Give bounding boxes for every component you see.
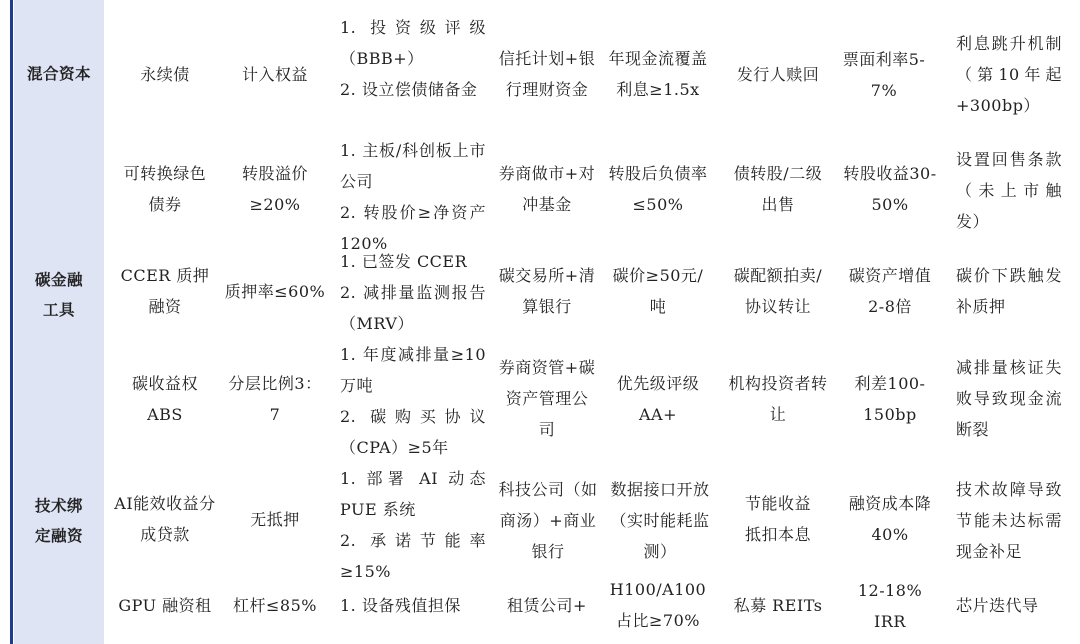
exit-cell <box>718 368 838 430</box>
special-text: 技术故障导致节能未达标需现金补足 <box>956 479 1062 561</box>
return-text: 12-18% IRR <box>857 580 923 631</box>
special-cell <box>956 590 1062 621</box>
return-text: 转股收益30-50% <box>843 164 937 214</box>
category-label: 技术绑定融资 <box>34 497 83 545</box>
investors-text: 科技公司（如商汤）+商业银行 <box>498 479 598 561</box>
conditions-cell <box>340 339 486 463</box>
special-cell <box>956 144 1062 236</box>
product-cell <box>110 260 220 322</box>
feature-text: 无抵押 <box>250 509 300 529</box>
return-cell <box>842 580 938 631</box>
table-left-border <box>10 0 13 644</box>
feature-text: 转股溢价≥20% <box>241 164 308 214</box>
category-label: 混合资本 <box>26 64 91 83</box>
risk-control-text: 碳价≥50元/吨 <box>612 266 704 316</box>
investors-text: 碳交易所+清算银行 <box>498 266 596 316</box>
investors-text: 租赁公司+ <box>507 596 587 615</box>
exit-cell <box>718 260 838 322</box>
risk-control-cell <box>608 368 708 430</box>
risk-control-text: H100/A100占比≥70% <box>609 580 707 630</box>
exit-text: 发行人赎回 <box>736 64 820 84</box>
product-name: AI能效收益分成贷款 <box>114 494 216 544</box>
investors-cell <box>498 260 596 322</box>
feature-cell <box>220 488 330 550</box>
return-text: 融资成本降40% <box>848 494 932 544</box>
return-cell <box>842 44 926 106</box>
product-name: CCER 质押融资 <box>120 266 210 316</box>
condition-item: 2. 碳购买协议（CPA）≥5年 <box>340 407 486 457</box>
conditions-cell <box>340 463 486 587</box>
feature-cell <box>220 260 330 322</box>
special-cell <box>956 28 1062 120</box>
investors-cell <box>498 158 596 220</box>
condition-item: 1. 主板/科创板上市公司 <box>340 141 486 191</box>
condition-item: 2. 设立偿债储备金 <box>340 80 478 99</box>
condition-item: 2. 转股价≥净资产120% <box>340 203 486 253</box>
exit-cell <box>718 590 838 621</box>
product-name: 碳收益权ABS <box>132 374 199 424</box>
feature-text: 分层比例3：7 <box>228 374 322 424</box>
conditions-cell <box>340 590 486 621</box>
return-cell <box>842 158 938 220</box>
feature-cell <box>220 0 330 148</box>
condition-item: 1. 年度减排量≥10万吨 <box>340 345 486 395</box>
special-text: 利息跳升机制（第10年起+300bp） <box>956 33 1062 115</box>
exit-cell <box>718 158 838 220</box>
condition-item: 1. 部署 AI 动态 PUE 系统 <box>340 469 486 519</box>
risk-control-cell <box>608 28 708 120</box>
special-cell <box>956 458 1062 582</box>
return-cell <box>842 260 938 322</box>
category-carbon-finance <box>14 262 104 328</box>
conditions-cell <box>340 135 486 259</box>
product-cell <box>110 368 220 430</box>
return-cell <box>842 368 938 430</box>
product-cell <box>110 488 220 550</box>
conditions-cell <box>340 246 486 339</box>
feature-cell <box>220 158 330 220</box>
product-name: 永续债 <box>140 64 190 84</box>
feature-cell <box>220 368 330 430</box>
return-text: 票面利率5-7% <box>842 50 926 100</box>
condition-item: 1. 已签发 CCER <box>340 252 468 271</box>
feature-text: 计入权益 <box>241 64 308 84</box>
return-text: 碳资产增值2-8倍 <box>848 266 932 316</box>
investors-text: 券商资管+碳资产管理公司 <box>498 357 596 439</box>
category-hybrid-capital <box>14 52 104 96</box>
risk-control-cell <box>608 474 712 566</box>
risk-control-cell <box>608 158 708 220</box>
condition-item: 1. 投资级评级（BBB+） <box>340 18 486 68</box>
risk-control-cell <box>608 260 708 322</box>
special-text: 减排量核证失败导致现金流断裂 <box>956 357 1062 439</box>
category-label: 碳金融工具 <box>34 271 83 319</box>
investors-cell <box>496 474 600 566</box>
risk-control-cell <box>608 574 708 636</box>
risk-control-text: 年现金流覆盖利息≥1.5x <box>608 49 708 99</box>
risk-control-text: 转股后负债率≤50% <box>608 164 708 214</box>
exit-cell <box>718 0 838 148</box>
investors-text: 信托计划+银行理财资金 <box>498 49 596 99</box>
investors-cell <box>498 28 596 120</box>
special-text: 芯片迭代导 <box>956 596 1039 615</box>
special-text: 碳价下跌触发补质押 <box>956 266 1062 316</box>
category-tech-binding <box>14 488 104 554</box>
conditions-cell <box>340 12 486 136</box>
feature-text: 质押率≤60% <box>224 281 326 301</box>
product-cell <box>110 590 220 621</box>
feature-cell <box>220 590 330 621</box>
investors-cell <box>498 590 596 621</box>
product-name: GPU 融资租 <box>118 596 212 615</box>
feature-text: 杠杆≤85% <box>233 596 317 615</box>
product-cell <box>110 158 220 220</box>
exit-cell <box>718 488 838 550</box>
risk-control-text: 优先级评级AA+ <box>616 374 700 424</box>
exit-text: 债转股/二级出售 <box>733 164 823 214</box>
special-cell <box>956 260 1062 322</box>
return-cell <box>842 488 938 550</box>
investors-text: 券商做市+对冲基金 <box>498 164 596 214</box>
investors-cell <box>498 352 596 444</box>
condition-item: 2. 减排量监测报告（MRV） <box>340 283 486 333</box>
risk-control-text: 数据接口开放（实时能耗监测） <box>610 479 710 561</box>
return-text: 利差100-150bp <box>854 374 926 424</box>
special-text: 设置回售条款（未上市触发） <box>956 149 1062 231</box>
exit-text: 节能收益抵扣本息 <box>744 494 811 544</box>
condition-item: 1. 设备残值担保 <box>340 596 461 615</box>
condition-item: 2. 承诺节能率≥15% <box>340 531 486 581</box>
product-cell <box>110 0 220 148</box>
exit-text: 私募 REITs <box>733 596 823 615</box>
product-name: 可转换绿色债券 <box>123 164 207 214</box>
exit-text: 机构投资者转让 <box>728 374 828 424</box>
exit-text: 碳配额拍卖/协议转让 <box>733 266 823 316</box>
special-cell <box>956 352 1062 444</box>
